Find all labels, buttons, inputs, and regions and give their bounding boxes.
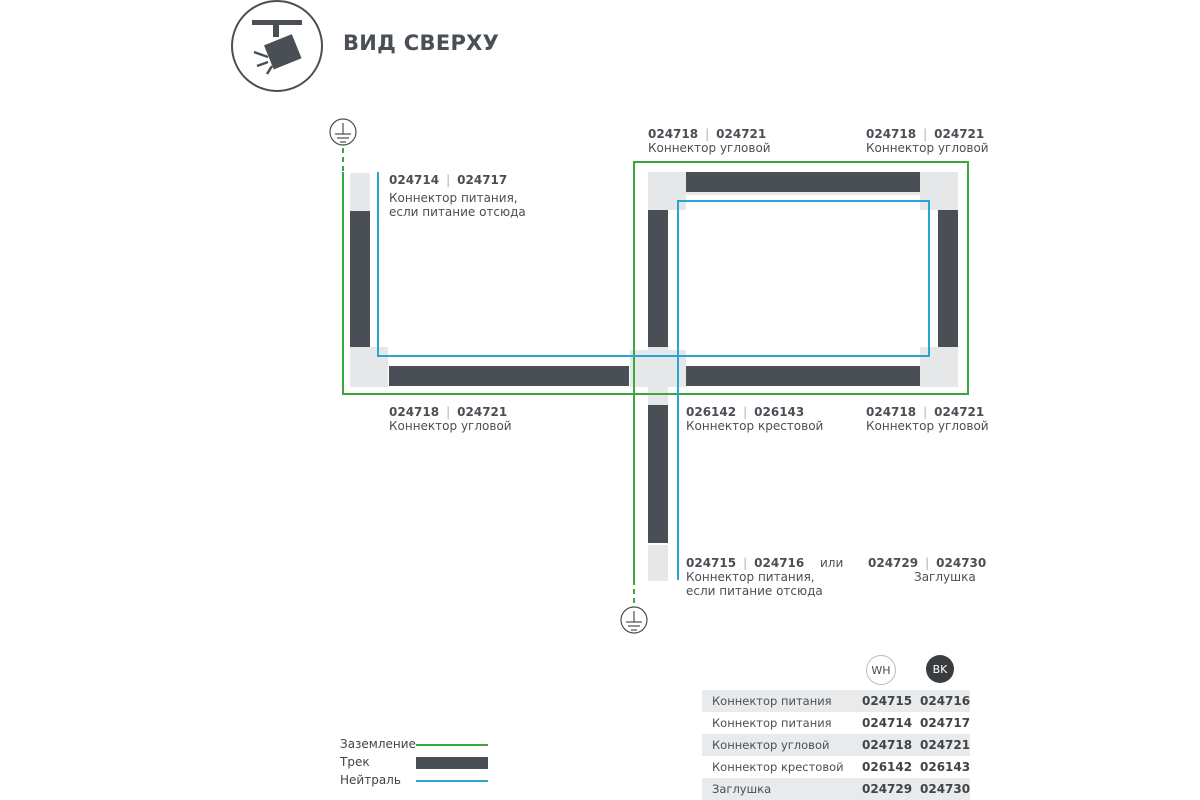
power-connector-top-left [350,173,370,211]
neutral-line-swatch [416,780,488,782]
track-left-vertical [350,211,370,347]
article-table [702,690,970,800]
corner-connector-bottom-right [920,347,958,387]
white-color-badge: WH [866,655,896,685]
label-corner-connector-top-left: 024718 | 024721 Коннектор угловой [648,127,771,155]
corner-connector-bottom-left [350,347,388,387]
label-cross-connector: 026142 | 026143 Коннектор крестовой [686,405,824,433]
track-down-vertical [648,405,668,543]
black-color-badge: BK [926,655,954,683]
ground-symbol-icon [330,119,356,145]
ground-symbol-icon [621,607,647,633]
track-right-right-frame [938,210,958,347]
page-title: ВИД СВЕРХУ [343,31,500,55]
track-left-right-frame [648,210,668,347]
label-power-connector-top: 024714 | 024717 Коннектор питания, если питание отсюда [389,173,526,219]
table-row: Коннектор угловой 024718 024721 [702,734,970,756]
track-bottom-right-frame [686,366,920,386]
label-corner-connector-bottom-left: 024718 | 024721 Коннектор угловой [389,405,512,433]
label-plug: 024729 | 024730 Заглушка [868,556,987,584]
ground-line-swatch [416,744,488,746]
label-corner-connector-top-right: 024718 | 024721 Коннектор угловой [866,127,989,155]
or-label: или [820,556,844,570]
table-row: Заглушка 024729 024730 [702,778,970,800]
table-row: Коннектор питания 024714 024717 [712,716,971,730]
label-corner-connector-bottom-right: 024718 | 024721 Коннектор угловой [866,405,989,433]
neutral-line-right-frame [678,201,929,356]
track-top-right-frame [686,172,920,192]
track-swatch [416,757,488,769]
track-bottom-left [389,366,629,386]
power-connector-bottom [648,545,668,581]
label-power-connector-bottom: 024715 | 024716 Коннектор питания, если питание отсюда [686,556,823,598]
table-row: Коннектор питания 024715 024716 [702,690,970,712]
table-row: Коннектор крестовой 026142 026143 [712,760,971,774]
